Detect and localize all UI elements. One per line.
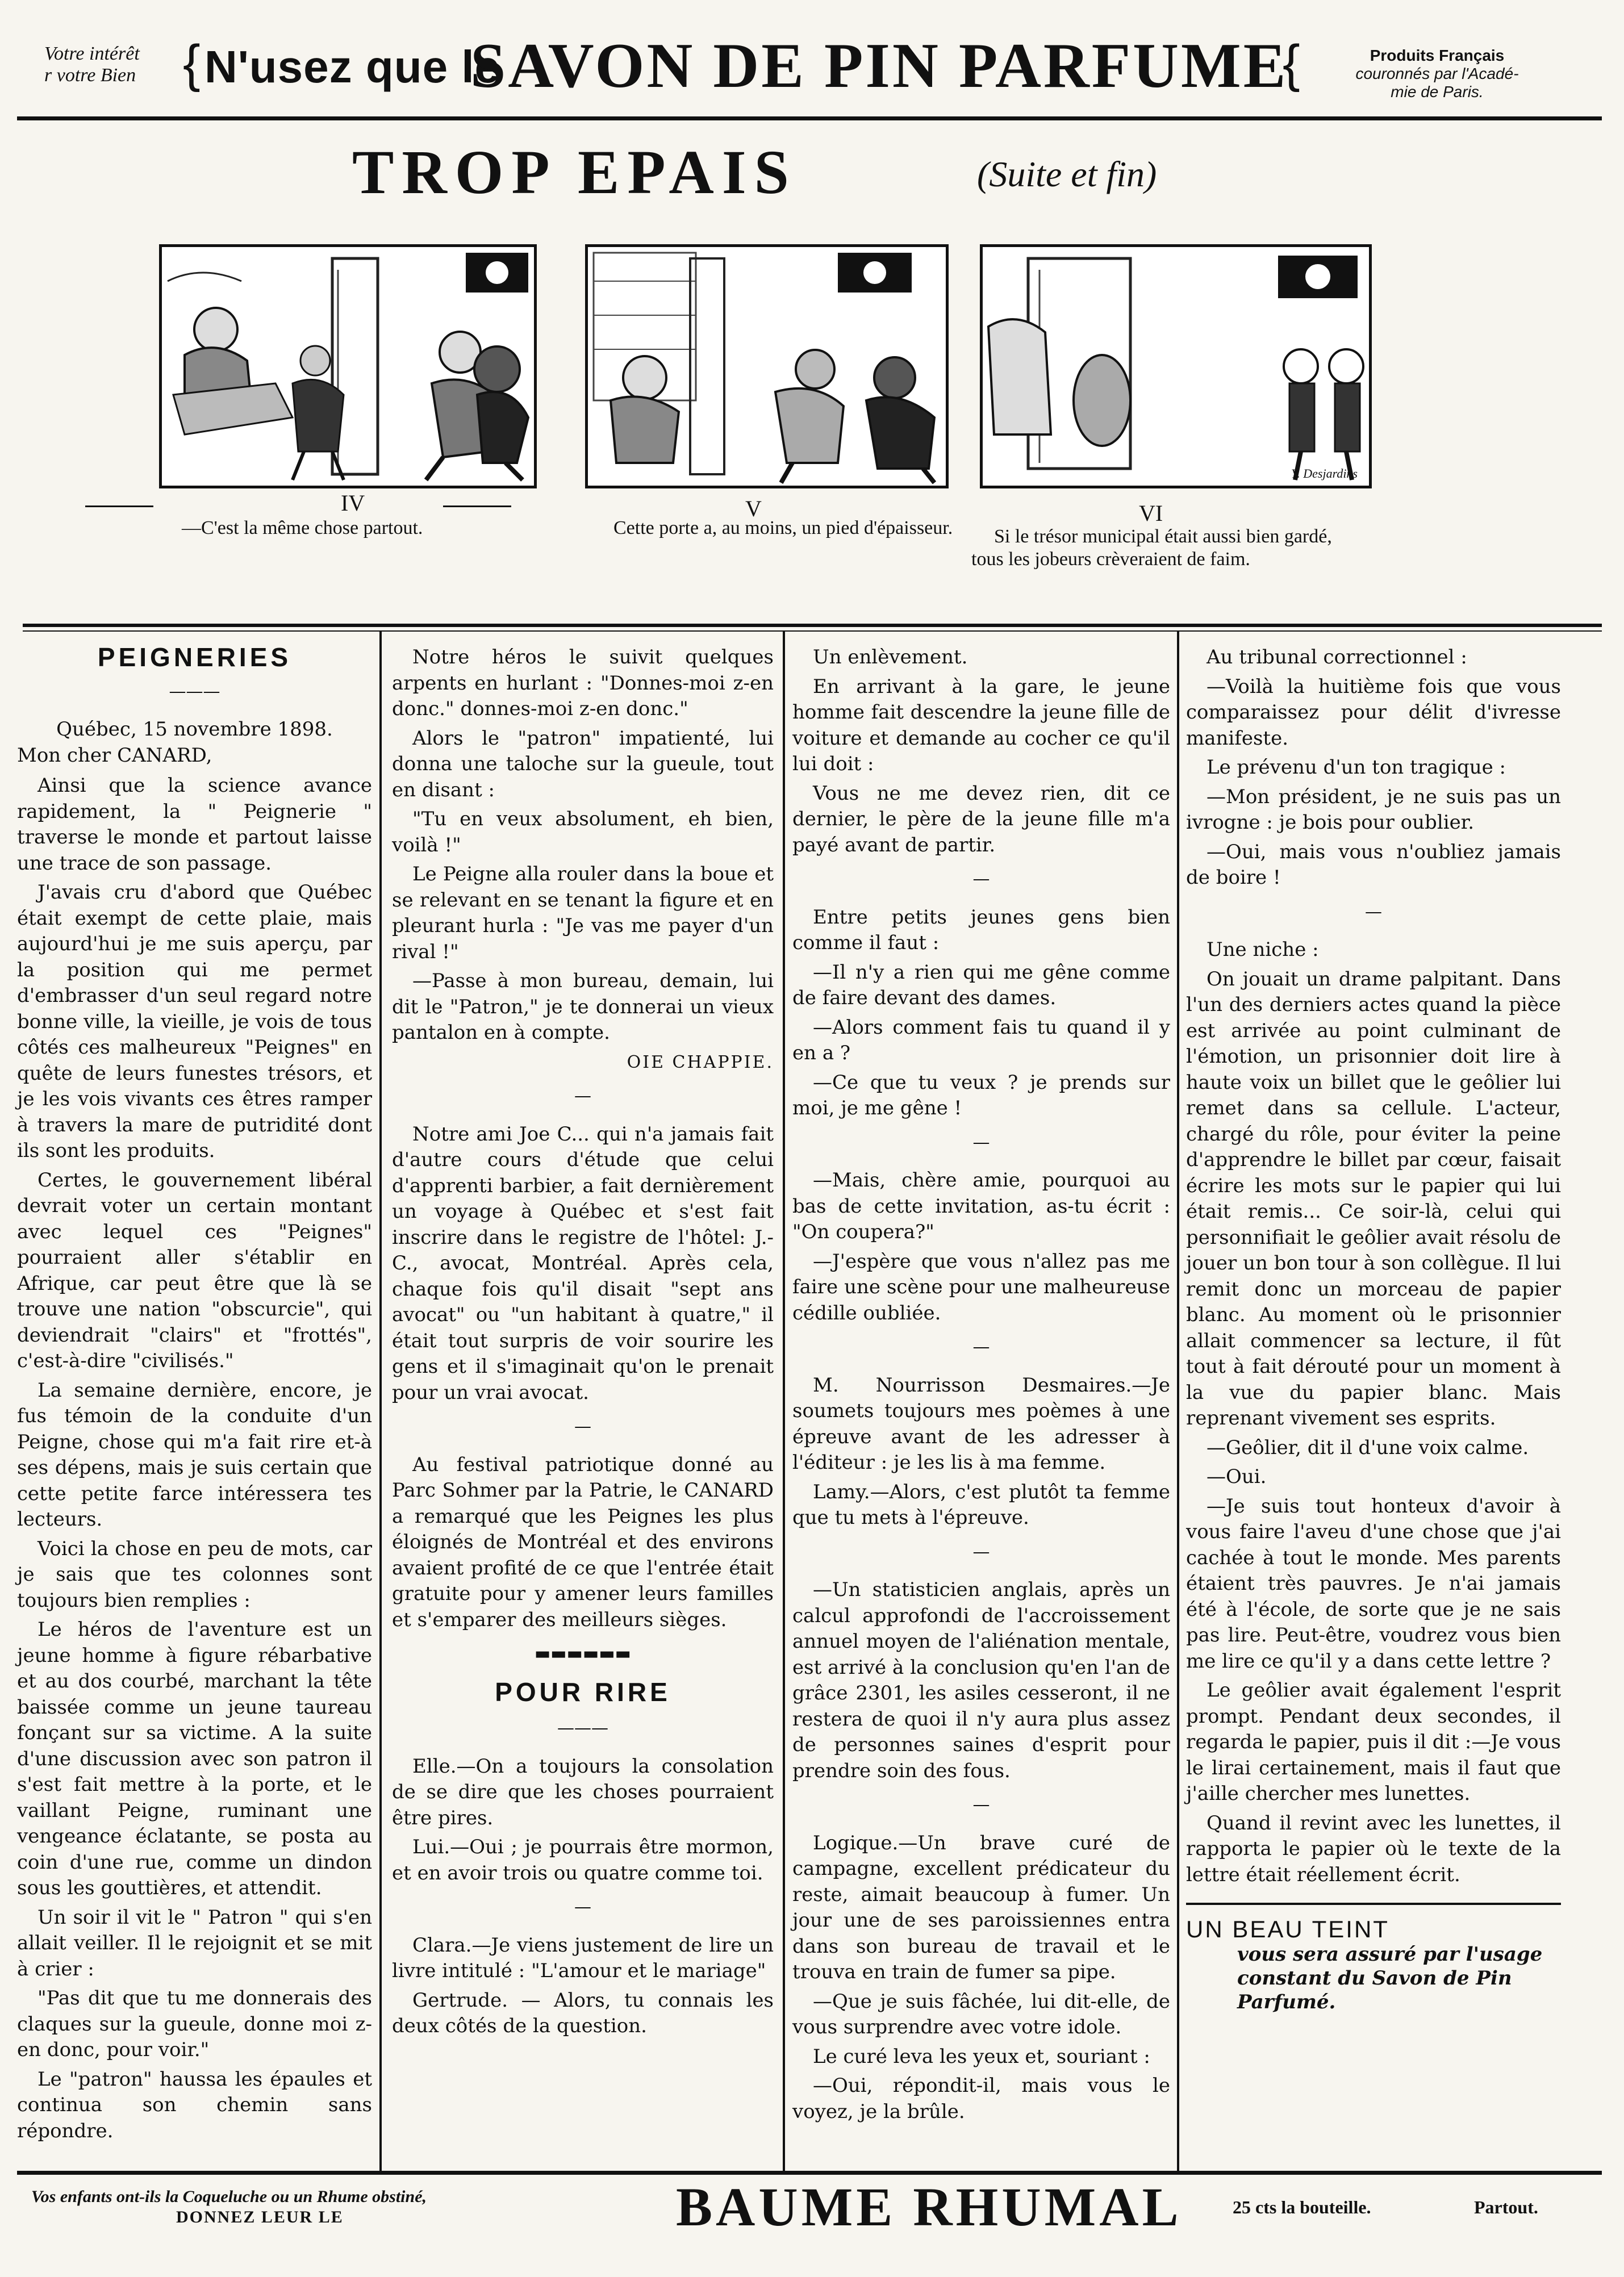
comic-panel-5-drawing [588,247,946,486]
col2-signature: OIE CHAPPIE. [627,1052,774,1072]
comic-panel-5 [585,244,949,488]
col2-paragraph: Le Peigne alla rouler dans la boue et se relevant en se tenant la figure et en pleurant hurla : "Je vas me payer d'un rival !" [392,863,774,963]
top-ad-right-line1: Produits Français [1370,47,1505,64]
comic-panel-4-right [381,244,537,488]
col3-paragraph: En arrivant à la gare, le jeune homme fait descendre la jeune fille de voiture et demande au cocher ce qu'il lui doit : [792,675,1170,775]
col4-paragraph: On jouait un drame palpitant. Dans l'un des derniers actes quand la pièce est arrivée au point culminant de l'émotion, un prisonnier doit lire à haute voix un billet que le geôlier lui remet dans sa cellule. L'acteur, chargé du rôle, pour éviter la peine d'apprendre le billet par cœur, faisait écrire les mots sur le papier qui lui était remis... Ce soir-là, celui qui personnifiait le geôlier avait résolu de jouer un bon tour à son collègue. Il lui remit donc un morceau de papier blanc. Au moment où le prisonnier allait commencer sa lecture, il fût tout à fait dérouté pour un moment à la vue du papier blanc. Mais reprenant vivement ses esprits. [1186,967,1561,1430]
peigneries-paragraph: Voici la chose en peu de mots, car je sais que tes colonnes sont toujours bien remplies : [17,1537,372,1612]
col2-separator: — [574,1897,591,1917]
top-ad-right-line3: mie de Paris. [1391,83,1484,101]
comic-panel-4-drawing [162,247,389,486]
panel-4-number: IV [341,490,365,516]
col3-paragraph: M. Nourrisson Desmaires.—Je soumets toujours mes poèmes à une épreuve avant de les adresser à l'éditeur : je les lis à ma femme. [792,1373,1170,1474]
col3-paragraph: —J'espère que vous n'allez pas me faire une scène pour une malheureuse cédille oubliée. [792,1250,1170,1325]
column-1 [17,639,372,2148]
panel-4-rule-right [443,505,511,507]
col3-paragraph: —Mais, chère amie, pourquoi au bas de cette invitation, as-tu écrit : "On coupera?" [792,1169,1170,1243]
col2-separator: — [574,1086,591,1106]
comic-artist-signature: Y. Desjardins [1291,466,1358,481]
col4-paragraph: Quand il revint avec les lunettes, il rapporta le papier où le texte de la lettre était réellement écrit. [1186,1811,1561,1886]
pour-rire-heading: POUR RIRE [495,1677,671,1707]
top-ad-brace-left: { [183,35,201,93]
top-ad-prefix: N'usez que le [204,41,501,92]
bottom-ad-line1: Vos enfants ont-ils la Coqueluche ou un Rhume obstiné, [31,2187,427,2206]
col2-paragraph: —Passe à mon bureau, demain, lui dit le "Patron," je te donnerai un vieux pantalon en à compte. [392,970,774,1044]
peigneries-paragraph: "Pas dit que tu me donnerais des claques sur la gueule, donne moi z-en donc, pour voir." [17,1987,372,2061]
column-rule-3 [1177,630,1179,2172]
comic-bottom-rule [23,624,1602,627]
bottom-rule [17,2171,1602,2175]
peigneries-paragraph: Le héros de l'aventure est un jeune homme à figure rébarbative et au dos courbé, marchant la tête baissée comme un jeune taureau fonçant sur sa victime. A la suite d'une discussion avec son patron il s'est fait mettre à la porte, et le vaillant Peigne, ruminant une vengeance éclatante, se posta au coin d'une rue, comme un dindon sous les gouttières, et attendit. [17,1618,372,1899]
peigneries-separator: ——— [169,681,220,701]
col4-separator: — [1365,901,1382,922]
peigneries-paragraph: Un soir il vit le " Patron " qui s'en allait veiller. Il le rejoignit et se mit à crier : [17,1906,372,1981]
col4-paragraph: —Oui. [1206,1465,1267,1488]
top-ad-right [1306,47,1568,101]
col4-paragraph: —Je suis tout honteux d'avoir à vous faire l'aveu d'une chose que j'ai cachée à tout le monde. Mes parents étaient très pauvres. Je n'ai jamais été à l'école, de sorte que je ne sais pas lire. Peut-être, voudrez vous bien me lire ce qu'il y a dans cette lettre ? [1186,1494,1561,1673]
peigneries-paragraph: Certes, le gouvernement libéral devrait voter un certain montant avec lequel ces "Peignes" pourraient aller s'établir en Afrique, car peut être que là se trouve une nation "obscurcie", qui deviendrait "clairs" et "frottés", c'est-à-dire "civilisés." [17,1168,372,1372]
col3-paragraph: Entre petits jeunes gens bien comme il faut : [792,905,1170,954]
col2-paragraph: Au festival patriotique donné au Parc Sohmer par la Patrie, le CANARD a remarqué que les Peignes les plus éloignés de Montréal et des environs avaient profité de ce que l'entrée était gratuite pour y amener leurs familles et s'emparer des meilleurs sièges. [392,1453,774,1631]
col4-ad-rule [1186,1903,1561,1905]
col2-paragraph: Lui.—Oui ; je pourrais être mormon, et en avoir trois ou quatre comme toi. [392,1836,774,1885]
col3-separator: — [972,1337,990,1357]
peigneries-paragraph: Ainsi que la science avance rapidement, la " Peignerie " traverse le monde et partout laisse une trace de son passage. [17,774,372,875]
col3-paragraph: —Oui, répondit-il, mais vous le voyez, je la brûle. [792,2074,1170,2123]
col3-paragraph: —Ce que tu veux ? je prends sur moi, je me gêne ! [792,1071,1170,1119]
bottom-ad-where: Partout. [1474,2197,1538,2217]
col4-paragraph: Au tribunal correctionnel : [1206,646,1467,669]
column-2 [392,645,774,2043]
col3-paragraph: —Il n'y a rien qui me gêne comme de faire devant des dames. [792,960,1170,1009]
col3-paragraph: Logique.—Un brave curé de campagne, excellent prédicateur du reste, aimait beaucoup à fumer. Un jour une de ses paroissiennes entra dans son bureau de travail et le trouva en train de fumer sa pipe. [792,1831,1170,1983]
panel-4-rule [85,505,153,507]
col3-separator: — [972,1795,990,1815]
col4-paragraph: —Mon président, je ne suis pas un ivrogne : je bois pour oublier. [1186,785,1561,834]
peigneries-salutation: Mon cher CANARD, [17,743,212,767]
col4-paragraph: Le geôlier avait également l'esprit prompt. Pendant deux secondes, il regarda le papier, puis il dit :—Je vous le lirai certainement, mais il faut que j'aille chercher mes lunettes. [1186,1679,1561,1805]
col2-paragraph: Clara.—Je viens justement de lire un livre intitulé : "L'amour et le mariage" [392,1933,774,1982]
top-ad-left-line1: Votre intérêt [44,43,140,64]
column-4 [1186,645,1561,2014]
panel-5-number: V [745,496,762,521]
top-ad-brace-right: { [1283,35,1301,93]
comic-panel-4-right-drawing [381,247,534,486]
col3-paragraph: —Un statisticien anglais, après un calcul approfondi de l'accroissement annuel moyen de l'aliénation mentale, est arrivé à la conclusion qu'en l'an de grâce 2301, les asiles cesseront, il ne restera de quoi il n'y aura plus assez de personnes saines d'esprit pour prendre soin des fous. [792,1578,1170,1782]
col2-paragraph: Notre héros le suivit quelques arpents en hurlant : "Donnes-moi z-en donc." donnes-moi z-en donc." [392,646,774,720]
col3-paragraph: Lamy.—Alors, c'est plutôt ta femme que tu mets à l'épreuve. [792,1480,1170,1529]
col3-paragraph: Vous ne me devez rien, dit ce dernier, le père de la jeune fille m'a payé avant de partir. [792,782,1170,857]
col3-paragraph: Le curé leva les yeux et, souriant : [813,2045,1150,2068]
col4-paragraph: Le prévenu d'un ton tragique : [1206,756,1506,779]
peigneries-heading: PEIGNERIES [97,642,292,672]
col3-paragraph: —Que je suis fâchée, lui dit-elle, de vous surprendre avec votre idole. [792,1990,1170,2038]
col4-paragraph: —Geôlier, dit il d'une voix calme. [1206,1436,1529,1459]
col2-paragraph: "Tu en veux absolument, eh bien, voilà !" [392,808,774,857]
peigneries-paragraph: Le "patron" haussa les épaules et continua son chemin sans répondre. [17,2067,372,2142]
comic-panel-4 [159,244,392,488]
col4-paragraph: Une niche : [1206,938,1319,961]
column-rule-1 [379,630,382,2172]
comic-panel-6-drawing [983,247,1369,486]
panel-6-number: VI [1139,500,1163,526]
col2-separator: — [574,1417,591,1436]
col2-paragraph: Notre ami Joe C... qui n'a jamais fait d'autre cours d'étude que celui d'apprenti barbier, a fait dernièrement un voyage à Québec et s'est fait inscrire dans le registre de l'hôtel: J.-C., avocat, Montréal. Après cela, chaque fois qu'il disait "sept ans avocat" ou "un habitant à quatre," il était tout surpris de voir sourire les gens et il s'imaginait qu'on le prenait pour un vrai avocat. [392,1122,774,1404]
comic-bottom-rule-2 [23,630,1602,632]
col3-separator: — [972,1132,990,1152]
comic-subtitle: (Suite et fin) [977,154,1157,194]
beau-teint-text: vous sera assuré par l'usage constant du Savon de Pin Parfumé. [1237,1942,1543,2013]
comic-panel-6 [980,244,1372,488]
bottom-ad-line2: DONNEZ LEUR LE [176,2208,344,2226]
panel-6-caption: Si le trésor municipal était aussi bien gardé, tous les jobeurs crèveraient de faim. [971,526,1332,570]
col2-paragraph: Elle.—On a toujours la consolation de se dire que les choses pourraient être pires. [392,1754,774,1829]
col2-separator: ▬▬▬▬▬▬ [534,1644,632,1664]
peigneries-paragraph: J'avais cru d'abord que Québec était exempt de cette plaie, mais aujourd'hui je me suis aperçu, par la position qui me permet d'embrasser d'un seul regard notre bonne ville, la vieille, je vois de tous côtés ces malheureux "Peignes" en quête de leurs funestes trésors, et je les vois vivants ces êtres ramper à travers la mare de putridité dont ils sont les produits. [17,881,372,1162]
column-3 [792,645,1170,2128]
col3-separator: — [972,1541,990,1562]
panel-5-caption: Cette porte a, au moins, un pied d'épaisseur. [613,517,953,538]
bottom-ad-product: BAUME RHUMAL [676,2176,1182,2237]
top-ad-left-line2: r votre Bien [44,65,136,86]
col3-separator: — [972,869,990,889]
top-rule [17,116,1602,120]
bottom-ad-left [31,2187,662,2228]
top-ad-product: SAVON DE PIN PARFUME [470,31,1288,101]
col3-paragraph: —Alors comment fais tu quand il y en a ? [792,1016,1170,1064]
panel-4-caption: —C'est la même chose partout. [182,517,423,538]
peigneries-paragraph: La semaine dernière, encore, je fus témoin de la conduite d'un Peigne, chose qui m'a fait rire et-à ses dépens, mais je suis certain que cette petite farce intéressera tes lecteurs. [17,1378,372,1531]
column-rule-2 [783,630,785,2172]
beau-teint-title: UN BEAU TEINT [1186,1916,1389,1942]
bottom-ad-price: 25 cts la bouteille. [1233,2197,1371,2217]
col4-paragraph: —Voilà la huitième fois que vous comparaissez pour délit d'ivresse manifeste. [1186,675,1561,750]
col2-paragraph: Gertrude. — Alors, tu connais les deux côtés de la question. [392,1988,774,2037]
col2-paragraph: Alors le "patron" impatienté, lui donna une taloche sur la gueule, tout en disant : [392,726,774,801]
top-ad-right-line2: couronnés par l'Acadé- [1355,65,1519,82]
pour-rire-separator: ——— [557,1718,608,1738]
comic-title: TROP EPAIS [352,137,797,207]
peigneries-dateline: Québec, 15 novembre 1898. [56,718,333,741]
col3-paragraph: Un enlèvement. [813,646,968,669]
col4-paragraph: —Oui, mais vous n'oubliez jamais de boire ! [1186,840,1561,889]
top-ad-left [44,43,181,86]
